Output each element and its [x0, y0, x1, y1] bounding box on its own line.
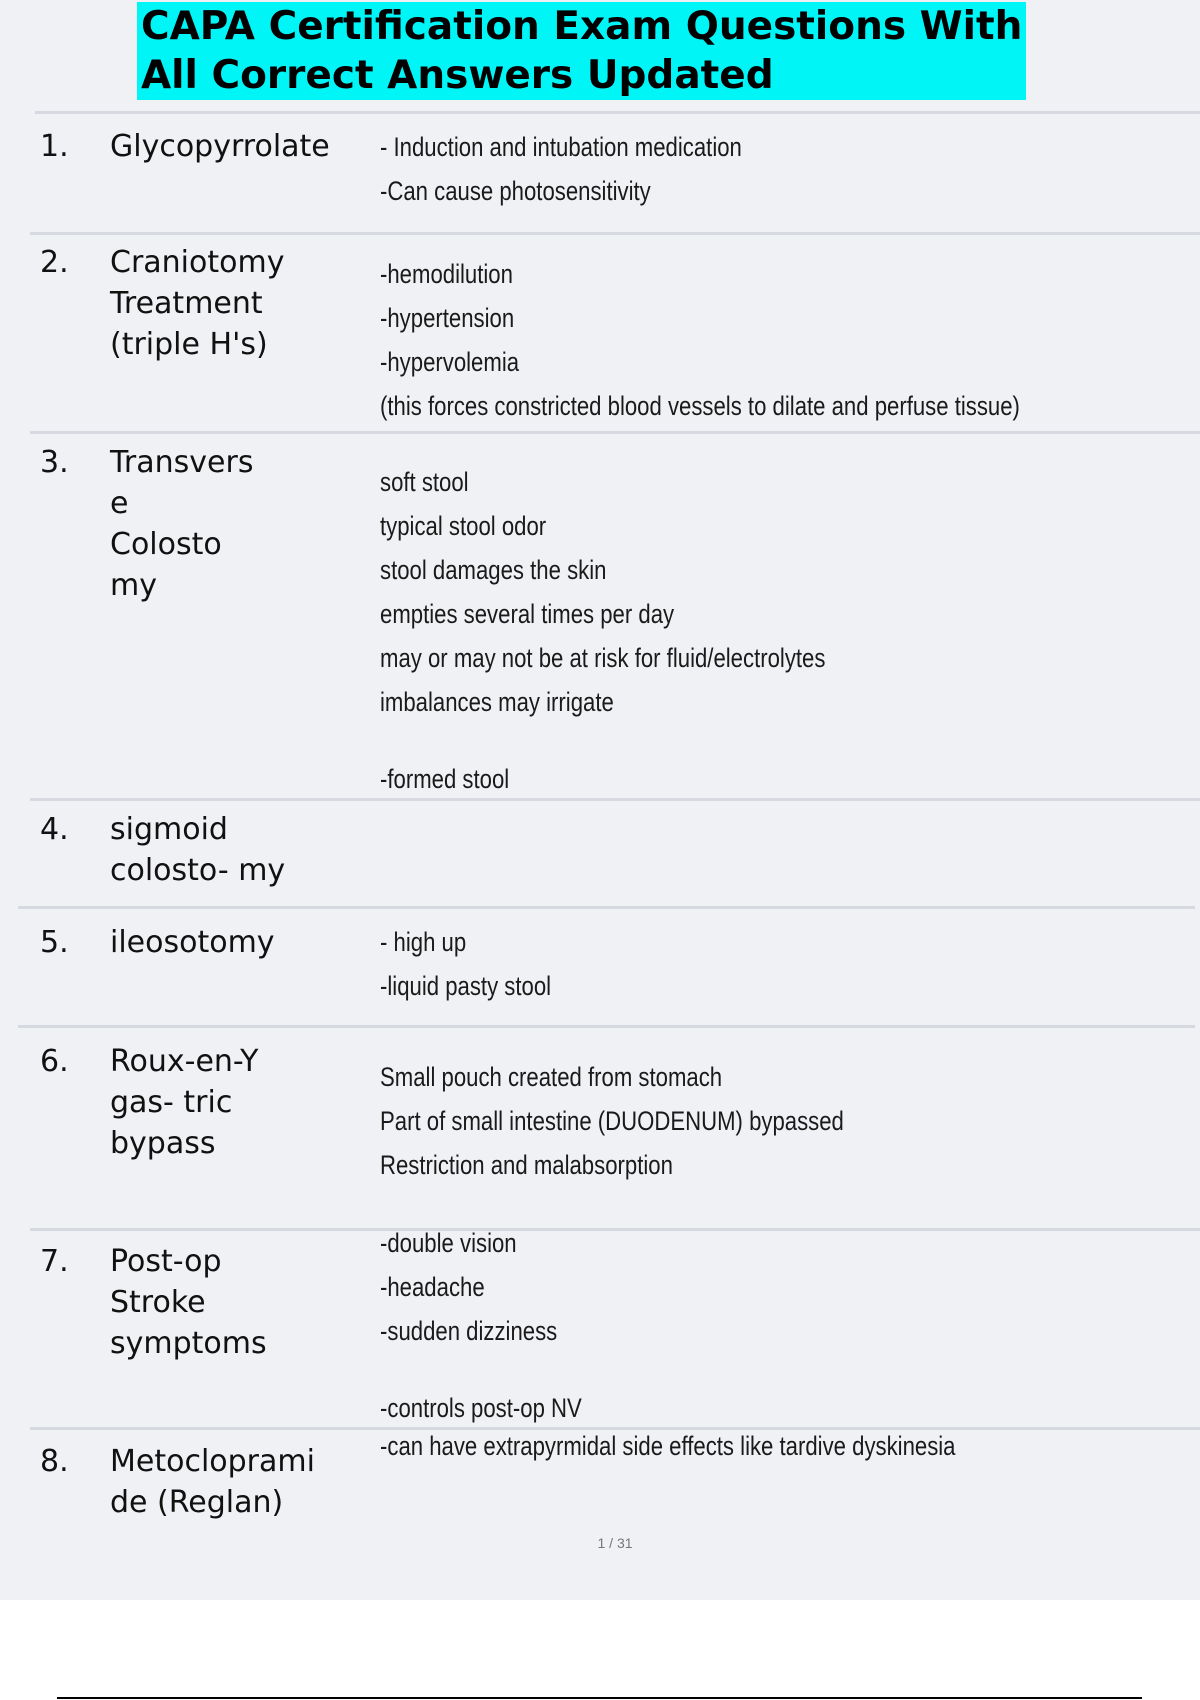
- divider: [30, 431, 1200, 434]
- item-number: 8.: [40, 1444, 69, 1479]
- item-definition: - Induction and intubation medication -Can cause photosensitivity: [380, 132, 742, 206]
- item-definition: -can have extrapyrmidal side effects like tardive dyskinesia: [380, 1431, 956, 1461]
- item-term: Metocloprami de (Reglan): [110, 1444, 315, 1520]
- divider: [35, 111, 1200, 114]
- item-number: 3.: [40, 445, 69, 480]
- item-definition: soft stool typical stool odor stool damages the skin empties several times per day may or may not be at risk for fluid/electrolytes imbalances may irrigate -formed stool: [380, 467, 826, 794]
- title-line-2: All Correct Answers Updated: [141, 53, 774, 98]
- item-definition: - high up -liquid pasty stool: [380, 927, 552, 1001]
- item-term: Craniotomy Treatment (triple H's): [110, 245, 285, 362]
- item-term: Roux-en-Y gas- tric bypass: [110, 1044, 259, 1161]
- title-line-1: CAPA Certification Exam Questions With: [141, 4, 1023, 49]
- item-term: Post-op Stroke symptoms: [110, 1244, 267, 1361]
- item-definition: -double vision -headache -sudden dizziness -controls post-op NV: [380, 1228, 582, 1423]
- divider: [30, 1228, 1200, 1231]
- page-title: [137, 2, 1026, 100]
- divider: [18, 906, 1195, 909]
- item-term: sigmoid colosto- my: [110, 812, 286, 888]
- item-number: 6.: [40, 1044, 69, 1079]
- item-definition: Small pouch created from stomach Part of small intestine (DUODENUM) bypassed Restriction and malabsorption: [380, 1062, 844, 1180]
- divider: [30, 232, 1200, 235]
- item-number: 4.: [40, 812, 69, 847]
- item-term: Transvers e Colosto my: [110, 445, 254, 603]
- page-indicator: 1 / 31: [597, 1535, 633, 1551]
- divider: [30, 798, 1200, 801]
- item-number: 2.: [40, 245, 69, 280]
- item-term: Glycopyrrolate: [110, 129, 330, 164]
- item-number: 7.: [40, 1244, 69, 1279]
- divider: [18, 1025, 1195, 1028]
- item-term: ileosotomy: [110, 925, 275, 960]
- item-definition: -hemodilution -hypertension -hypervolemia (this forces constricted blood vessels to dilate and perfuse tissue): [380, 259, 1020, 421]
- item-number: 1.: [40, 129, 69, 164]
- footer-rule: [57, 1697, 1142, 1699]
- item-number: 5.: [40, 925, 69, 960]
